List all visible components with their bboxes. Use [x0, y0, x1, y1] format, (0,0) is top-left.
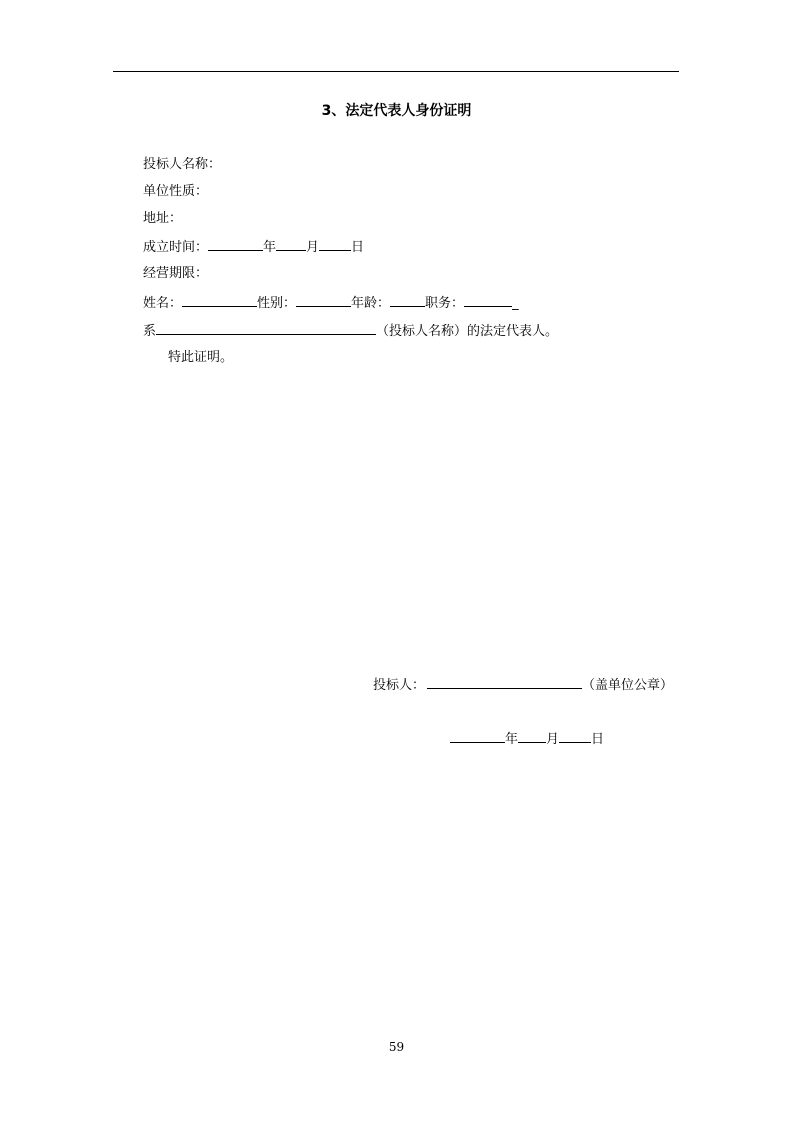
- position-trail: _: [512, 296, 519, 311]
- relation-prefix: 系: [143, 324, 157, 339]
- relation-bidder-blank[interactable]: [156, 320, 376, 335]
- certify-row: [168, 348, 233, 368]
- day-label: 日: [351, 240, 365, 255]
- year-label: 年: [263, 240, 277, 255]
- bidder-name-label: 投标人名称：: [143, 157, 222, 172]
- page-number: 59: [388, 1040, 405, 1054]
- month-label: 月: [306, 240, 320, 255]
- address-label: 地址：: [143, 211, 183, 226]
- signature-month-blank[interactable]: [518, 728, 546, 743]
- signature-day-label: 日: [591, 732, 605, 747]
- relation-row: [143, 320, 558, 340]
- header-rule: [113, 71, 679, 72]
- certify-text: 特此证明。: [168, 350, 234, 365]
- signature-day-blank[interactable]: [559, 728, 591, 743]
- established-row: [143, 236, 364, 256]
- age-label: 年龄：: [351, 296, 391, 311]
- gender-label: 性别：: [257, 296, 297, 311]
- established-month-blank[interactable]: [276, 236, 306, 251]
- gender-blank[interactable]: [296, 292, 351, 307]
- bidder-signature-blank[interactable]: [427, 674, 582, 689]
- name-blank[interactable]: [182, 292, 257, 307]
- bidder-name-row: [143, 155, 221, 175]
- seal-note: （盖单位公章）: [582, 678, 674, 693]
- signature-date-row: [450, 728, 604, 750]
- person-info-row: [143, 292, 519, 312]
- established-day-blank[interactable]: [319, 236, 351, 251]
- signature-year-label: 年: [505, 732, 519, 747]
- unit-nature-label: 单位性质：: [143, 184, 209, 199]
- age-blank[interactable]: [390, 292, 425, 307]
- position-blank[interactable]: [464, 292, 512, 307]
- business-term-label: 经营期限：: [143, 266, 209, 281]
- established-year-blank[interactable]: [208, 236, 263, 251]
- document-title: 3、法定代表人身份证明: [321, 103, 472, 119]
- established-label: 成立时间：: [143, 240, 209, 255]
- relation-suffix: （投标人名称）的法定代表人。: [376, 324, 559, 339]
- address-row: [143, 209, 182, 229]
- signature-month-label: 月: [546, 732, 560, 747]
- signature-year-blank[interactable]: [450, 728, 505, 743]
- signature-row: [373, 674, 673, 696]
- unit-nature-row: [143, 182, 208, 202]
- position-label: 职务：: [425, 296, 465, 311]
- name-label: 姓名：: [143, 296, 183, 311]
- business-term-row: [143, 264, 208, 284]
- bidder-signature-label: 投标人：: [373, 678, 426, 693]
